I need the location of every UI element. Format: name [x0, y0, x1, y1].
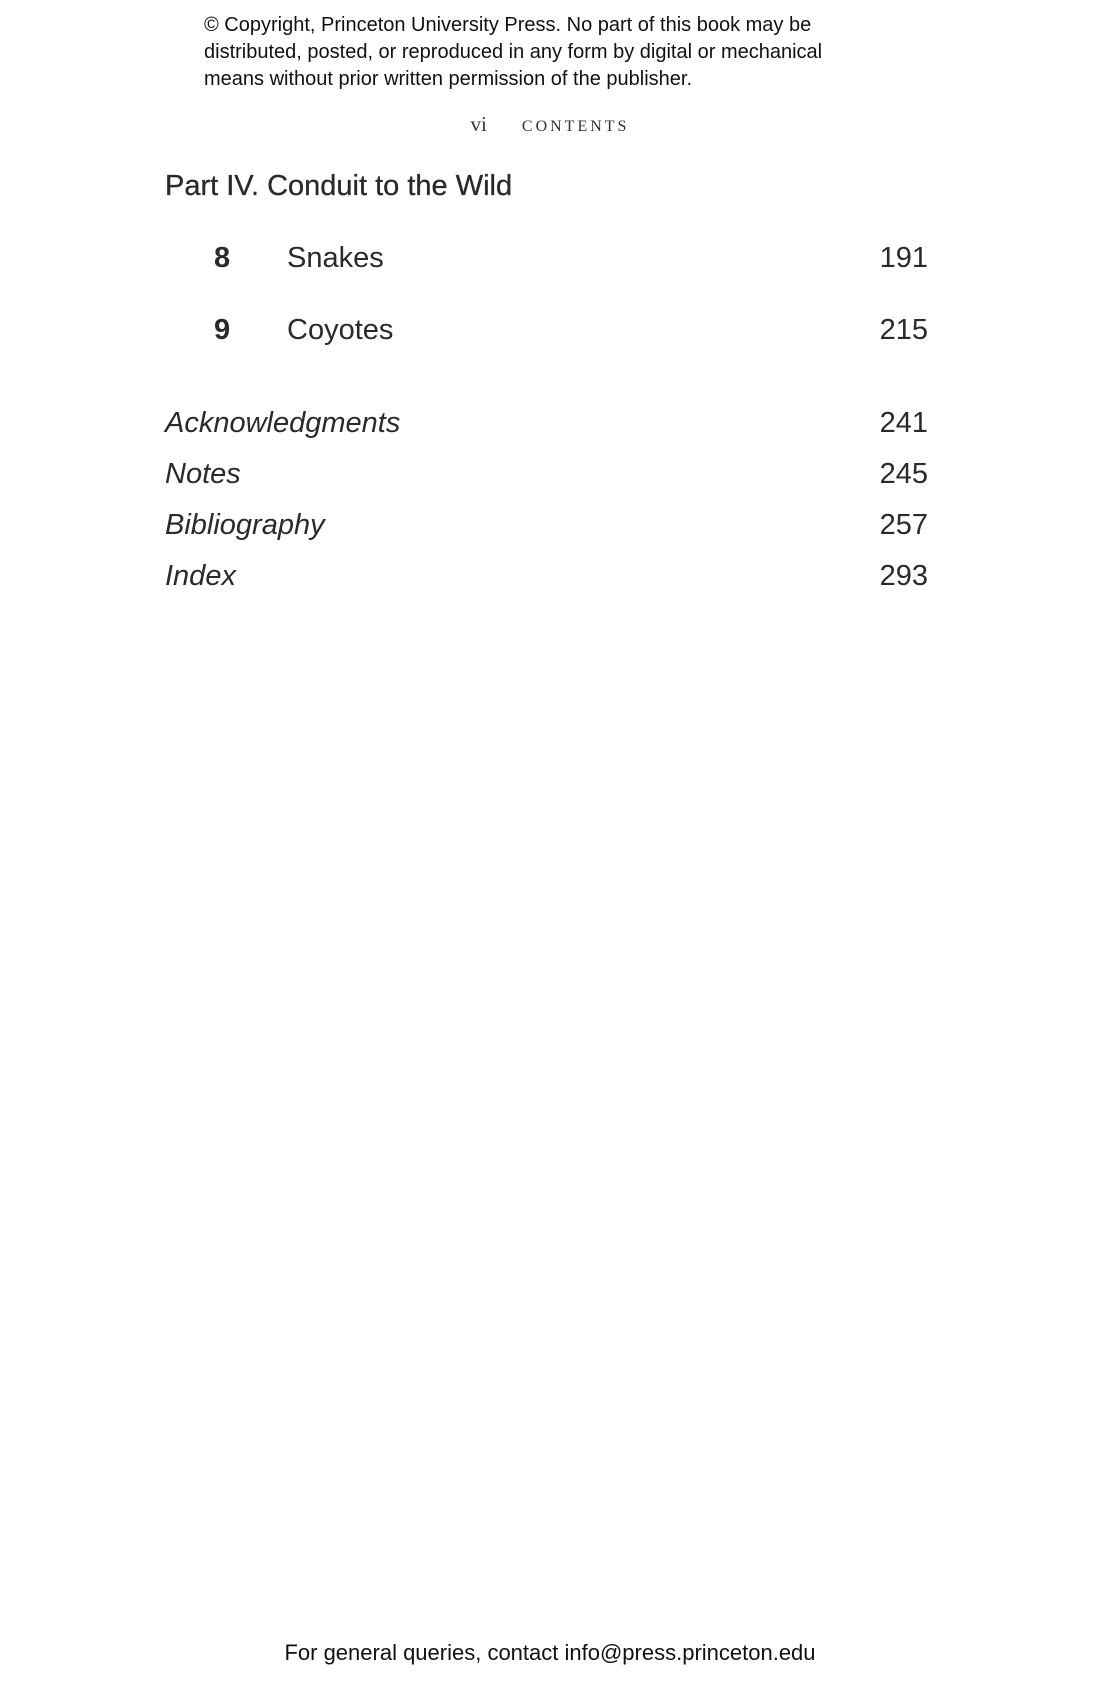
- chapter-title: Snakes: [287, 242, 384, 274]
- chapter-title: Coyotes: [287, 314, 394, 346]
- chapter-page-number: 215: [879, 314, 928, 346]
- back-matter-page-number: 293: [879, 560, 928, 592]
- footer-contact: For general queries, contact info@press.princeton.edu: [284, 1640, 816, 1665]
- running-head-title: contents: [521, 111, 630, 136]
- back-matter-page-number: 257: [879, 509, 928, 541]
- chapter-page-number: 191: [879, 242, 928, 274]
- back-matter-page-number: 241: [879, 407, 928, 439]
- toc-entry-bibliography[interactable]: [0, 509, 1100, 549]
- copyright-notice: [204, 12, 924, 93]
- back-matter-title: Bibliography: [165, 509, 325, 541]
- copyright-line: © Copyright, Princeton University Press. No part of this book may be: [204, 14, 812, 36]
- toc-entry-chapter-8[interactable]: [0, 242, 1100, 282]
- copyright-line: means without prior written permission of the publisher.: [204, 68, 693, 90]
- toc-entry-notes[interactable]: [0, 458, 1100, 498]
- part-title: Part IV. Conduit to the Wild: [165, 170, 513, 202]
- back-matter-title: Index: [165, 560, 236, 592]
- toc-entry-acknowledgments[interactable]: [0, 407, 1100, 447]
- running-head: [0, 111, 1100, 137]
- toc-entry-chapter-9[interactable]: [0, 314, 1100, 354]
- back-matter-page-number: 245: [879, 458, 928, 490]
- chapter-number: 9: [214, 314, 231, 346]
- toc-entry-index[interactable]: [0, 560, 1100, 600]
- back-matter-title: Acknowledgments: [165, 407, 401, 439]
- page-folio: vi: [470, 112, 487, 136]
- copyright-line: distributed, posted, or reproduced in any form by digital or mechanical: [204, 41, 823, 63]
- back-matter-title: Notes: [165, 458, 241, 490]
- chapter-number: 8: [214, 242, 231, 274]
